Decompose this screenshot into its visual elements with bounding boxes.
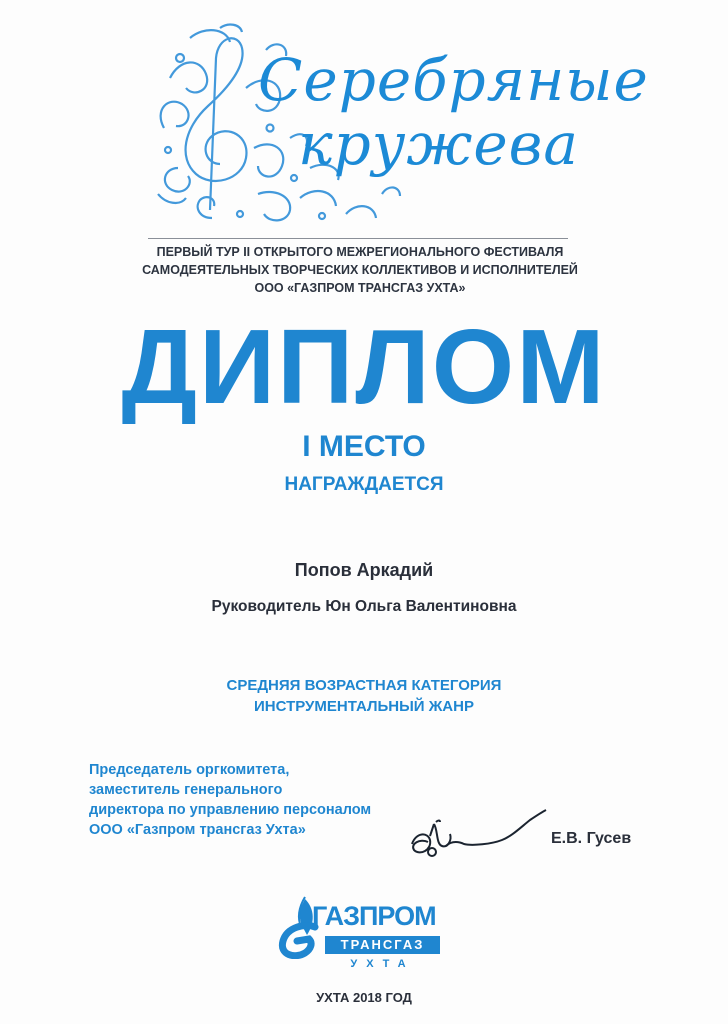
festival-line1: ПЕРВЫЙ ТУР II ОТКРЫТОГО МЕЖРЕГИОНАЛЬНОГО ФЕСТИВАЛЯ <box>156 245 564 259</box>
recipient-leader: Руководитель Юн Ольга Валентиновна <box>211 598 517 615</box>
age-category: СРЕДНЯЯ ВОЗРАСТНАЯ КАТЕГОРИЯ <box>226 677 502 694</box>
diploma-title: ДИПЛОМ <box>121 308 607 426</box>
festival-line3: ООО «ГАЗПРОМ ТРАНСГАЗ УХТА» <box>254 281 466 295</box>
handwritten-signature <box>402 800 552 870</box>
signatory-name: Е.В. Гусев <box>551 830 632 847</box>
signatory-line2: заместитель генерального <box>89 782 283 798</box>
place-award: I МЕСТО <box>302 430 426 463</box>
company-logo-name: ГАЗПРОМ <box>312 901 436 931</box>
signatory-line3: директора по управлению персоналом <box>89 802 372 818</box>
awarded-label: НАГРАЖДАЕТСЯ <box>284 474 444 495</box>
company-logo-city: УХТА <box>350 958 415 970</box>
festival-heading <box>120 243 600 297</box>
signatory-line4: ООО «Газпром трансгаз Ухта» <box>89 822 306 838</box>
place-and-year: УХТА 2018 ГОД <box>316 990 412 1005</box>
logo-title-line1: Серебряные <box>258 46 649 114</box>
company-logo-sub: ТРАНСГАЗ <box>325 936 440 954</box>
signatory-line1: Председатель оргкомитета, <box>89 762 290 778</box>
festival-logo-title <box>258 46 649 178</box>
recipient-name: Попов Аркадий <box>294 560 434 580</box>
festival-line2: САМОДЕЯТЕЛЬНЫХ ТВОРЧЕСКИХ КОЛЛЕКТИВОВ И ИСПОЛНИТЕЛЕЙ <box>142 263 578 277</box>
logo-title-line2: кружева <box>298 110 579 178</box>
genre-category: ИНСТРУМЕНТАЛЬНЫЙ ЖАНР <box>254 698 474 715</box>
category-block <box>0 675 728 717</box>
header-divider <box>148 238 568 239</box>
